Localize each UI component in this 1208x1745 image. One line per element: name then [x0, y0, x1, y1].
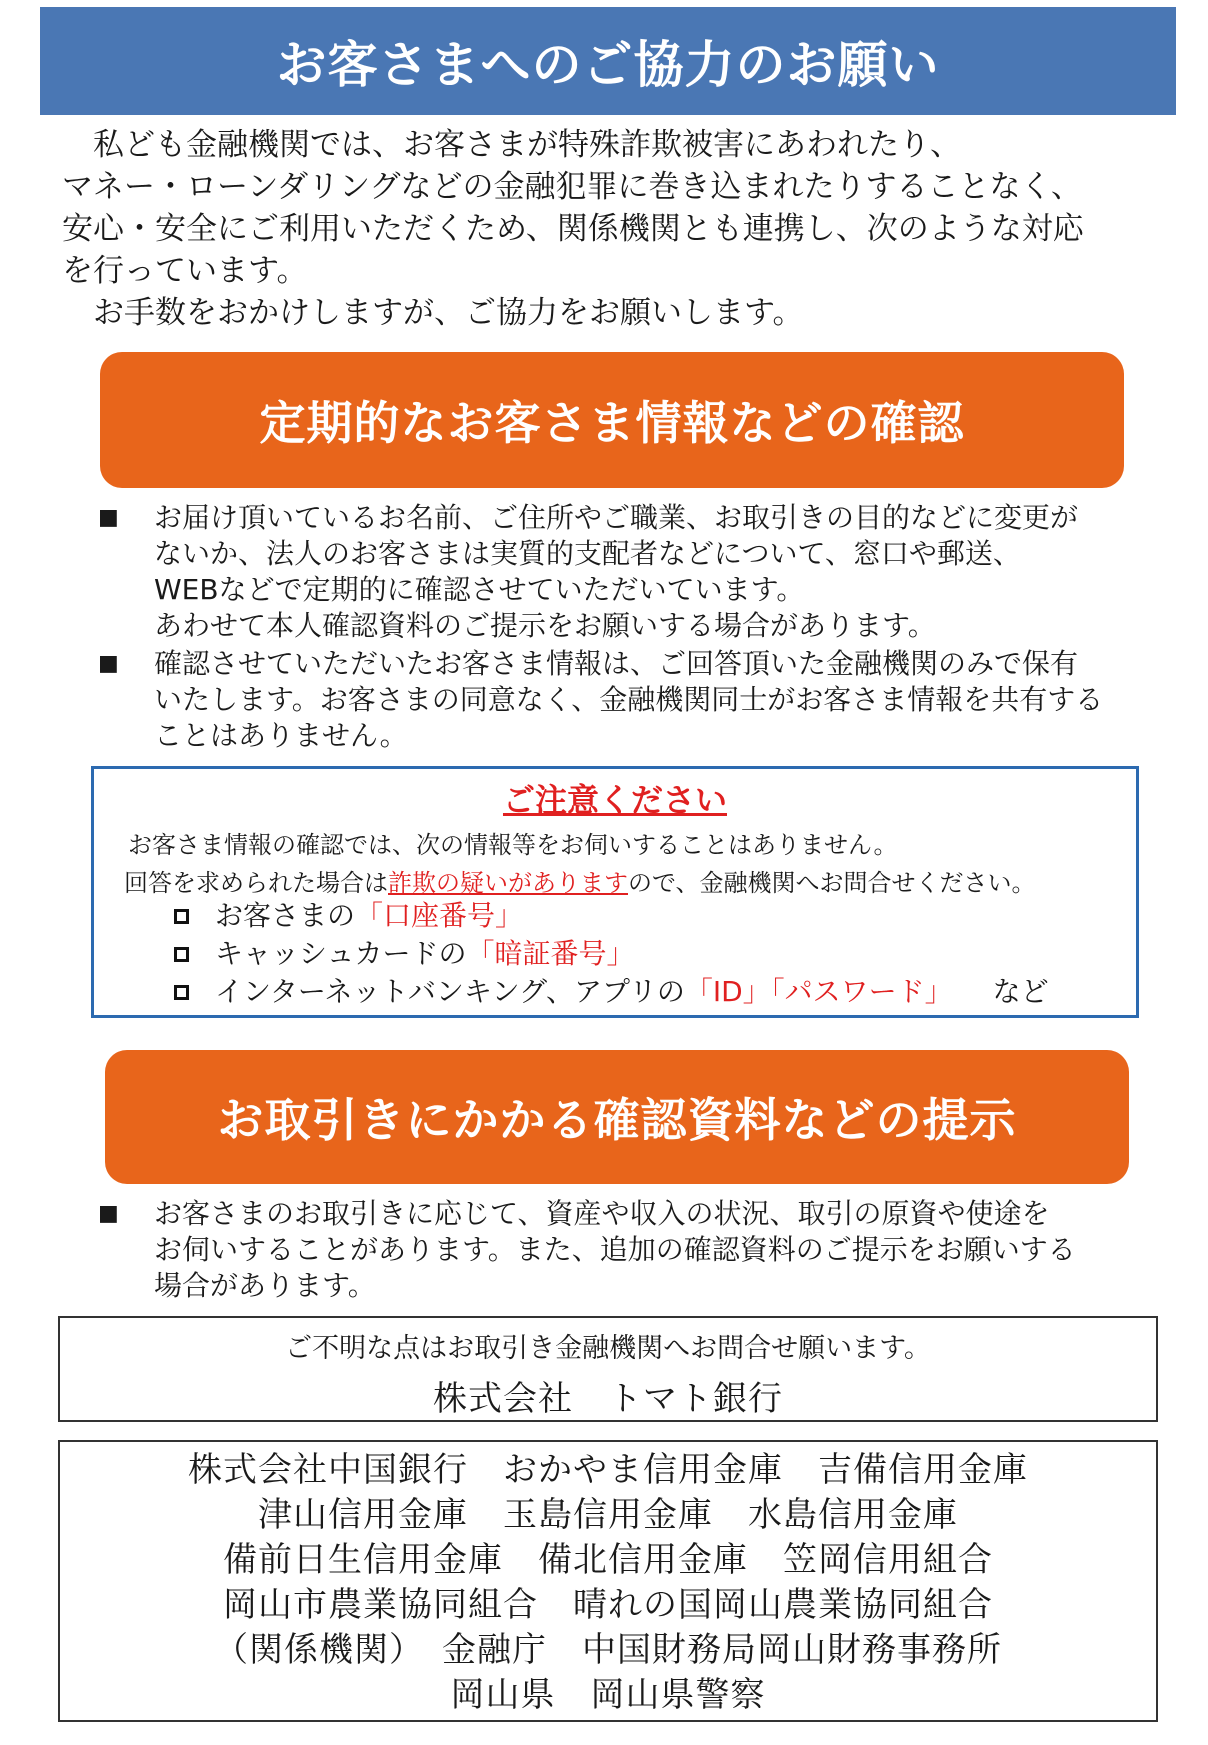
- organization-line: 備前日生信用金庫 備北信用金庫 笠岡信用組合: [223, 1540, 993, 1580]
- square-bullet-icon: ■: [98, 505, 119, 530]
- section2-bullet-list: [88, 1196, 1148, 1306]
- checkbox-icon: [174, 985, 189, 1000]
- list-item: [88, 1196, 1148, 1304]
- organization-line: 株式会社中国銀行 おかやま信用金庫 吉備信用金庫: [188, 1450, 1028, 1490]
- bullet-text: お客さまのお取引きに応じて、資産や収入の状況、取引の原資や使途を お伺いすることがあります。また、追加の確認資料のご提示をお願いする 場合があります。: [154, 1197, 1076, 1302]
- list-item: [174, 897, 1049, 935]
- item-pre: インターネットバンキング、アプリの: [215, 975, 685, 1008]
- contact-instruction: ご不明な点はお取引き金融機関へお問合せ願います。: [285, 1333, 931, 1364]
- bullet-text: 確認させていただいたお客さま情報は、ご回答頂いた金融機関のみで保有 いたします。お客さまの同意なく、金融機関同士がお客さま情報を共有する ことはありません。: [154, 647, 1104, 752]
- list-item: [174, 935, 1049, 973]
- organization-line: 岡山県 岡山県警察: [450, 1675, 766, 1715]
- caution-line-2-post: ので、金融機関へお問合せください。: [628, 869, 1036, 897]
- list-item: [174, 973, 1049, 1011]
- caution-line-2-pre: 回答を求められた場合は: [124, 869, 388, 897]
- item-pre: お客さまの: [215, 899, 356, 932]
- section-heading-customer-info: 定期的なお客さま情報などの確認: [100, 352, 1124, 488]
- contact-box: [58, 1316, 1158, 1422]
- list-item: [88, 500, 1148, 644]
- list-item: [88, 646, 1148, 754]
- checkbox-icon: [174, 947, 189, 962]
- never-asked-list: [174, 897, 1049, 1011]
- item-post: など: [992, 975, 1049, 1008]
- item-red: 「口座番号」: [355, 899, 524, 932]
- square-bullet-icon: ■: [98, 1201, 119, 1226]
- section1-bullet-list: [88, 500, 1148, 756]
- caution-line-1: お客さま情報の確認では、次の情報等をお伺いすることはありません。: [128, 831, 898, 859]
- section-heading-transaction-documents: お取引きにかかる確認資料などの提示: [105, 1050, 1129, 1184]
- page-title: お客さまへのご協力のお願い: [40, 7, 1176, 115]
- intro-text: 私ども金融機関では、お客さまが特殊詐欺被害にあわれたり、 マネー・ローンダリングなどの金融犯罪に巻き込まれたりすることなく、 安心・安全にご利用いただくため、関係機関とも連携し、次のような対応 を行っています。 お手数をおかけしますが、ご協力をお願いします。: [62, 127, 1084, 331]
- organizations-box: [58, 1440, 1158, 1722]
- item-pre: キャッシュカードの: [215, 937, 467, 970]
- caution-line-2: [124, 863, 1036, 898]
- caution-title: ご注意ください: [502, 781, 727, 819]
- item-red: 「暗証番号」: [466, 937, 635, 970]
- bank-name: 株式会社 トマト銀行: [433, 1379, 783, 1419]
- square-bullet-icon: ■: [98, 651, 119, 676]
- fraud-warning-text: 詐欺の疑いがあります: [388, 869, 628, 897]
- item-red: 「ID」「パスワード」: [684, 975, 953, 1008]
- organization-line: 津山信用金庫 玉島信用金庫 水島信用金庫: [258, 1495, 958, 1535]
- checkbox-icon: [174, 909, 189, 924]
- organization-line: 岡山市農業協同組合 晴れの国岡山農業協同組合: [223, 1585, 993, 1625]
- caution-box: [91, 766, 1139, 1018]
- bullet-text: お届け頂いているお名前、ご住所やご職業、お取引きの目的などに変更が ないか、法人のお客さまは実質的支配者などについて、窓口や郵送、 WEBなどで定期的に確認させていただいています。 あわせて本人確認資料のご提示をお願いする場合があります。: [154, 501, 1079, 642]
- organization-line: （関係機関） 金融庁 中国財務局岡山財務事務所: [214, 1630, 1002, 1670]
